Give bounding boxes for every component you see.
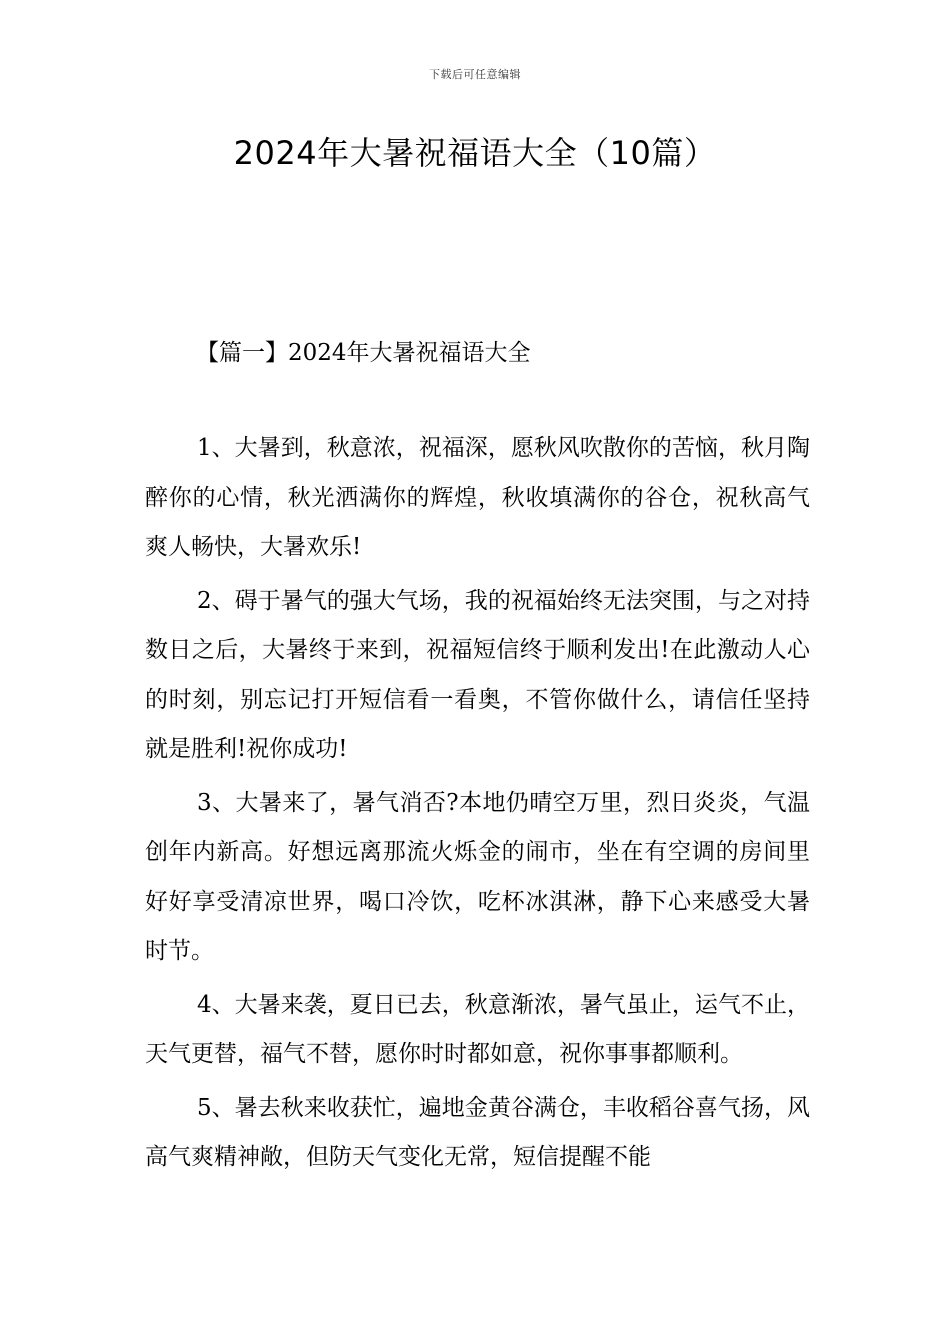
- header-note: 下载后可任意编辑: [429, 68, 521, 81]
- paragraph-2: 2、碍于暑气的强大气场，我的祝福始终无法突围，与之对持数日之后，大暑终于来到，祝福短信终于顺利发出!在此激动人心的时刻，别忘记打开短信看一看奥，不管你做什么，请信任坚持就是胜利!祝你成功!: [145, 587, 810, 762]
- body-text: [145, 424, 810, 1183]
- paragraph-5: 5、暑去秋来收获忙，遍地金黄谷满仓，丰收稻谷喜气扬，风高气爽精神敞，但防天气变化无常，短信提醒不能: [145, 1094, 810, 1170]
- paragraph-3: 3、大暑来了，暑气消否?本地仍晴空万里，烈日炎炎，气温创年内新高。好想远离那流火烁金的闹市，坐在有空调的房间里好好享受清凉世界，喝口冷饮，吃杯冰淇淋，静下心来感受大暑时节。: [145, 789, 810, 964]
- section-heading: 【篇一】2024年大暑祝福语大全: [196, 340, 531, 366]
- document-title: 2024年大暑祝福语大全（10篇）: [233, 134, 717, 172]
- paragraph-4: 4、大暑来袭，夏日已去，秋意渐浓，暑气虽止，运气不止，天气更替，福气不替，愿你时时都如意，祝你事事都顺利。: [145, 991, 810, 1067]
- paragraph-1: 1、大暑到，秋意浓，祝福深，愿秋风吹散你的苦恼，秋月陶醉你的心情，秋光洒满你的辉煌，秋收填满你的谷仓，祝秋高气爽人畅快，大暑欢乐!: [145, 435, 810, 560]
